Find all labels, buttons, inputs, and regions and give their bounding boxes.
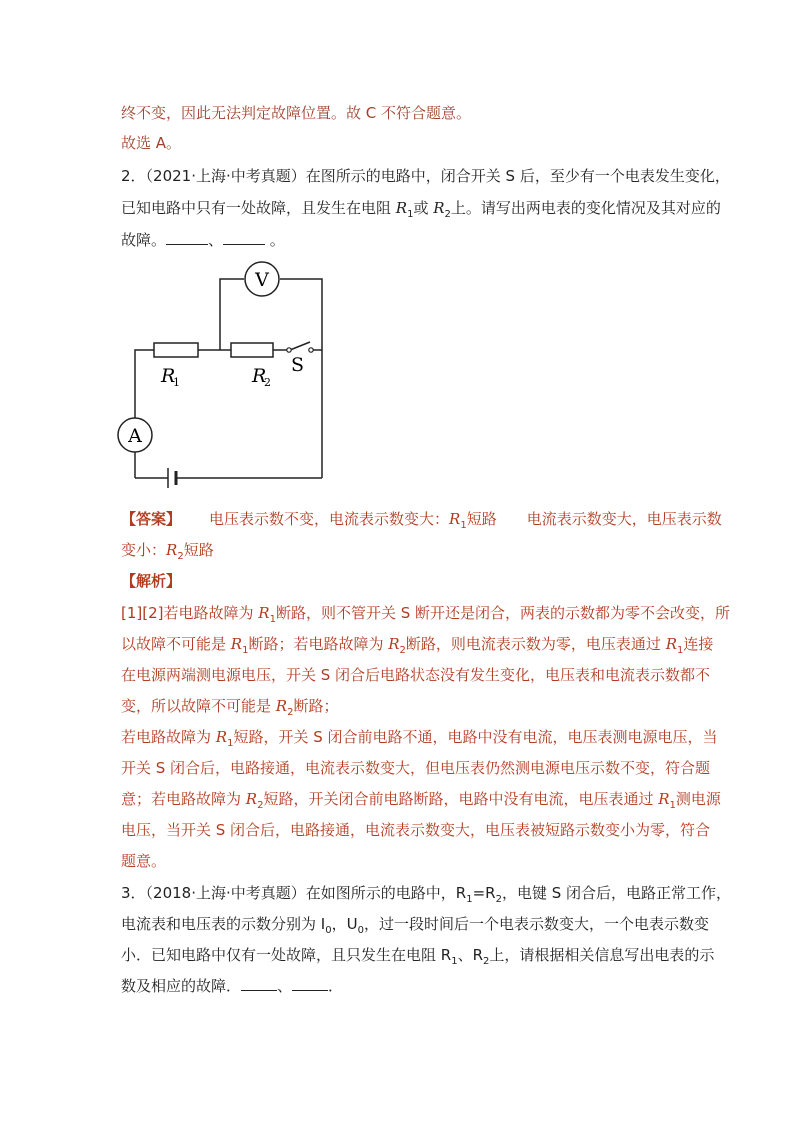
prev-answer-line — [121, 133, 681, 153]
q3-sub: 0 — [357, 925, 364, 936]
analysis-text: 短路，开关 S 闭合前电路不通，电路中没有电流，电压表测电源电压，当 — [233, 728, 718, 746]
analysis-text: [1][2]若电路故障为 — [121, 604, 259, 622]
answer-blank-4[interactable] — [292, 976, 328, 991]
r-symbol: R — [275, 697, 288, 715]
r-symbol: R — [215, 728, 228, 746]
answer-text: 短路 — [466, 510, 497, 528]
circuit-diagram — [110, 258, 340, 498]
q2-text: 上。请写出两电表的变化情况及其对应的 — [450, 199, 721, 217]
answer-line-1 — [121, 509, 722, 536]
answer-text: 电压表示数不变，电流表示数变大： — [209, 510, 450, 528]
q3-text: ，U — [331, 915, 358, 933]
r2-label: R — [252, 365, 267, 387]
analysis-text: 题意。 — [121, 852, 167, 870]
q3-text: 3．（2018·上海·中考真题）在如图所示的电路中，R — [121, 884, 467, 902]
r2-label-sub: 2 — [264, 376, 271, 389]
q3-text: 上，请根据相关信息写出电表的示 — [489, 946, 715, 964]
r-sub: 2 — [257, 800, 264, 811]
r2-symbol: R — [433, 199, 445, 217]
r1-symbol: R — [395, 199, 408, 217]
answer-r1-sub: 1 — [460, 520, 467, 531]
q3-text: 小．已知电路中仅有一处故障，且只发生在电阻 R — [121, 946, 452, 964]
switch-label: S — [291, 354, 305, 376]
prev-text-line — [121, 103, 681, 123]
analysis-line-9 — [121, 851, 681, 871]
analysis-text: 以故障不可能是 — [121, 635, 231, 653]
r-symbol: R — [230, 635, 243, 653]
q3-text: 数及相应的故障． — [121, 977, 242, 995]
voltmeter-label: V — [255, 269, 269, 291]
answer-blank-3[interactable] — [241, 976, 277, 991]
analysis-text: 若电路故障为 — [121, 728, 216, 746]
answer-r2: R — [166, 541, 178, 559]
r-symbol: R — [245, 790, 258, 808]
r-symbol: R — [665, 635, 677, 653]
analysis-line-8 — [121, 820, 711, 840]
r-sub: 1 — [242, 645, 249, 656]
answer-r2-sub: 2 — [177, 551, 184, 562]
q2-text: 2．（2021·上海·中考真题）在图所示的电路中，闭合开关 S 后，至少有一个电表发生变化， — [121, 167, 730, 185]
analysis-line-6 — [121, 758, 711, 778]
r-sub: 1 — [269, 614, 276, 625]
analysis-text: 电压，当开关 S 闭合后，电路接通，电流表示数变大，电压表被短路示数变小为零，符合 — [121, 821, 711, 839]
r-symbol: R — [388, 635, 400, 653]
analysis-text: 变，所以故障不可能是 — [121, 697, 276, 715]
resistor-r2 — [231, 343, 273, 357]
analysis-text: 开关 S 闭合后，电路接通，电流表示数变大，但电压表仍然测电源电压示数不变，符合题 — [121, 759, 711, 777]
q3-sub: 2 — [483, 956, 490, 967]
answer-tag: 【答案】 — [121, 510, 182, 528]
r-symbol: R — [658, 790, 670, 808]
q2-line-2 — [121, 198, 721, 225]
analysis-text: 在电源两端测电源电压，开关 S 闭合后电路状态没有发生变化，电压表和电流表示数都不 — [121, 666, 711, 684]
switch-contact — [287, 348, 291, 352]
r-sub: 2 — [399, 645, 406, 656]
r-sub: 1 — [669, 800, 676, 811]
q3-line-4 — [121, 976, 681, 996]
analysis-text: 断路； — [293, 697, 339, 715]
analysis-tag-line — [121, 571, 681, 591]
q2-text: 故障。 — [121, 231, 167, 249]
r1-sub: 1 — [407, 209, 414, 220]
analysis-text: 意；若电路故障为 — [121, 790, 246, 808]
r-sub: 1 — [227, 738, 234, 749]
analysis-text: 断路，则电流表示数为零，电压表通过 — [405, 635, 666, 653]
q2-text: 已知电路中只有一处故障，且发生在电阻 — [121, 199, 396, 217]
q3-text: ． — [328, 977, 344, 995]
r-symbol: R — [258, 604, 270, 622]
q3-sub: 1 — [451, 956, 458, 967]
answer-blank-1[interactable] — [166, 230, 208, 245]
switch-contact — [309, 348, 313, 352]
r1-label-sub: 1 — [173, 376, 180, 389]
analysis-line-3 — [121, 665, 711, 685]
q3-text: ，过一段时间后一个电表示数变大，一个电表示数变 — [363, 915, 709, 933]
q3-sub: 1 — [466, 894, 473, 905]
q3-sub: 2 — [495, 894, 502, 905]
answer-text: 电流表示数变大，电压表示数 — [526, 510, 722, 528]
q2-line-3 — [121, 230, 681, 250]
r-sub: 1 — [676, 645, 684, 656]
q3-text: 、R — [457, 946, 484, 964]
q3-text: 电流表和电压表的示数分别为 I — [121, 915, 326, 933]
q3-text: ，电键 S 闭合后，电路正常工作， — [501, 884, 731, 902]
q2-text: 或 — [413, 199, 434, 217]
resistor-r1 — [154, 343, 198, 357]
analysis-text: 断路；若电路故障为 — [248, 635, 389, 653]
q2-separator: 、 — [208, 231, 224, 249]
r2-sub: 2 — [444, 209, 451, 220]
answer-line-2 — [121, 540, 681, 567]
q3-line-1 — [121, 883, 731, 910]
prev-text: 终不变，因此无法判定故障位置。故 C 不符合题意。 — [121, 104, 472, 122]
analysis-line-2 — [121, 634, 714, 661]
q2-text: 。 — [265, 231, 285, 249]
answer-text: 短路 — [183, 541, 214, 559]
analysis-text: 断路，则不管开关 S 断开还是闭合，两表的示数都为零不会改变，所 — [275, 604, 730, 622]
r1-label: R — [161, 365, 176, 387]
q2-line-1 — [121, 166, 730, 186]
answer-r1: R — [449, 510, 461, 528]
q3-line-3 — [121, 945, 715, 972]
analysis-line-5 — [121, 727, 718, 754]
ammeter-label: A — [128, 425, 142, 447]
q3-text: =R — [472, 884, 496, 902]
analysis-text: 连接 — [683, 635, 714, 653]
analysis-text: 短路，开关闭合前电路断路，电路中没有电流，电压表通过 — [263, 790, 659, 808]
analysis-line-7 — [121, 789, 721, 816]
q3-line-2 — [121, 914, 709, 941]
analysis-line-4 — [121, 696, 681, 723]
analysis-line-1 — [121, 603, 730, 630]
q3-sub: 0 — [325, 925, 332, 936]
answer-text: 变小： — [121, 541, 167, 559]
analysis-text: 测电源 — [675, 790, 721, 808]
q3-separator: 、 — [277, 977, 293, 995]
prev-answer: 故选 A。 — [121, 134, 182, 152]
answer-blank-2[interactable] — [223, 230, 265, 245]
r-sub: 2 — [287, 707, 294, 718]
analysis-tag: 【解析】 — [121, 572, 182, 590]
